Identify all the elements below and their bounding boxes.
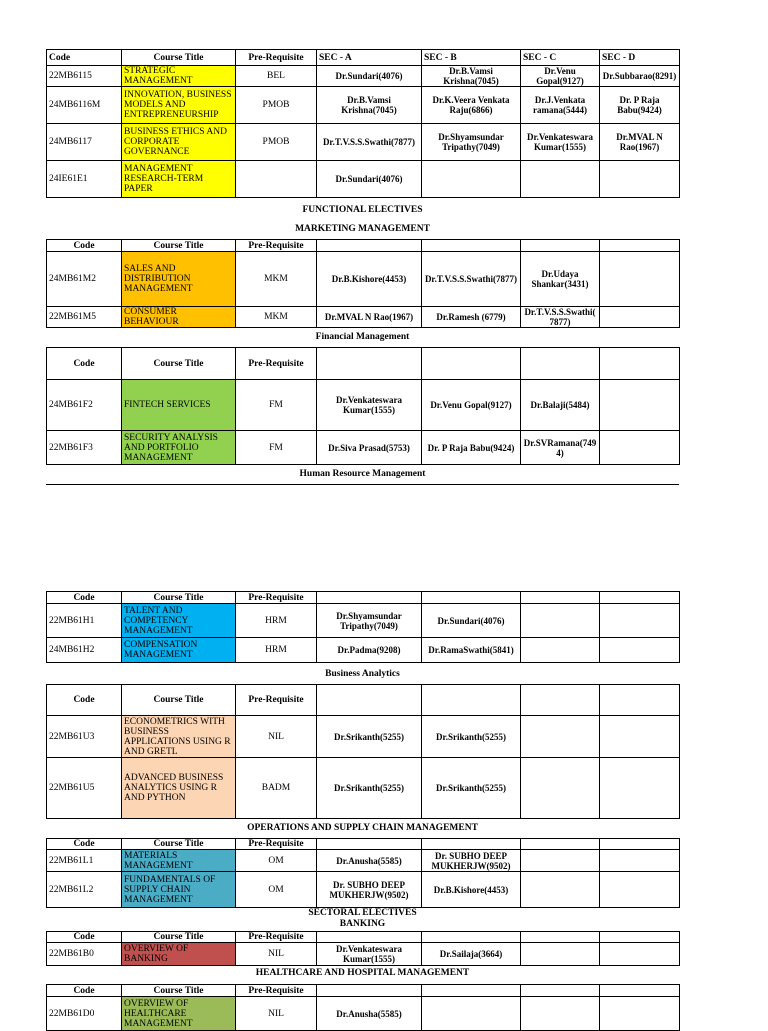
ba-block — [46, 684, 680, 819]
course-title: INNOVATION, BUSINESS MODELS AND ENTREPRENEURSHIP — [122, 87, 236, 124]
table-row — [47, 850, 680, 872]
faculty-sec-a: Dr.B.Vamsi Krishna(7045) — [317, 87, 422, 124]
faculty-sec-a: Dr.Siva Prasad(5753) — [317, 431, 422, 465]
table-header-row — [47, 685, 680, 716]
course-title: OVERVIEW OF HEALTHCARE MANAGEMENT — [122, 997, 236, 1031]
table-row — [47, 431, 680, 465]
header-title: Course Title — [122, 839, 236, 850]
hr-table — [46, 591, 680, 663]
table-row — [47, 872, 680, 908]
header-title: Course Title — [122, 50, 236, 66]
ops-block — [46, 838, 680, 908]
faculty-sec-c: Dr.T.V.S.S.Swathi( 7877) — [521, 307, 600, 328]
faculty-sec-c: Dr.Balaji(5484) — [521, 380, 600, 431]
course-code: 22MB61U5 — [47, 758, 122, 819]
core-courses-block — [46, 49, 680, 198]
course-title: MATERIALS MANAGEMENT — [122, 850, 236, 872]
table-header-row — [47, 932, 680, 943]
table-row — [47, 252, 680, 307]
prerequisite: PMOB — [236, 87, 317, 124]
course-code: 24MB61M2 — [47, 252, 122, 307]
faculty-sec-d — [600, 380, 680, 431]
course-title: SECURITY ANALYSIS AND PORTFOLIO MANAGEMENT — [122, 431, 236, 465]
faculty-sec-d — [600, 307, 680, 328]
faculty-sec-d: Dr. P Raja Babu(9424) — [600, 87, 680, 124]
table-header-row — [47, 240, 680, 252]
course-code: 24MB61H2 — [47, 638, 122, 663]
faculty-sec-d — [600, 604, 680, 638]
prerequisite: HRM — [236, 604, 317, 638]
faculty-sec-b: Dr.Ramesh (6779) — [422, 307, 521, 328]
faculty-sec-b: Dr.Venu Gopal(9127) — [422, 380, 521, 431]
prerequisite: FM — [236, 380, 317, 431]
course-code: 24MB6116M — [47, 87, 122, 124]
header-code: Code — [47, 839, 122, 850]
header-prerequisite: Pre-Requisite — [236, 592, 317, 604]
header-sec-b: SEC - B — [422, 50, 521, 66]
table-header-row — [47, 839, 680, 850]
prerequisite: MKM — [236, 252, 317, 307]
table-row — [47, 604, 680, 638]
faculty-sec-d — [600, 716, 680, 758]
faculty-sec-b: Dr.RamaSwathi(5841) — [422, 638, 521, 663]
course-code: 22MB61B0 — [47, 943, 122, 966]
header-prerequisite: Pre-Requisite — [236, 932, 317, 943]
header-title: Course Title — [122, 685, 236, 716]
header-code: Code — [47, 985, 122, 997]
faculty-sec-a: Dr.B.Kishore(4453) — [317, 252, 422, 307]
faculty-sec-a: Dr. SUBHO DEEP MUKHERJW(9502) — [317, 872, 422, 908]
faculty-sec-c: Dr.Venu Gopal(9127) — [521, 66, 600, 87]
header-title: Course Title — [122, 348, 236, 380]
faculty-sec-c — [521, 638, 600, 663]
header-prerequisite: Pre-Requisite — [236, 240, 317, 252]
faculty-sec-c — [521, 872, 600, 908]
faculty-sec-d — [600, 872, 680, 908]
course-code: 22MB61D0 — [47, 997, 122, 1031]
table-header-row — [47, 348, 680, 380]
prerequisite: BEL — [236, 66, 317, 87]
faculty-sec-c: Dr.J.Venkata ramana(5444) — [521, 87, 600, 124]
course-title: COMPENSATION MANAGEMENT — [122, 638, 236, 663]
prerequisite: NIL — [236, 997, 317, 1031]
prerequisite: NIL — [236, 716, 317, 758]
header-sec-c: SEC - C — [521, 50, 600, 66]
faculty-sec-a: Dr.Anusha(5585) — [317, 850, 422, 872]
prerequisite: OM — [236, 872, 317, 908]
table-row — [47, 716, 680, 758]
header-prerequisite: Pre-Requisite — [236, 985, 317, 997]
faculty-sec-c — [521, 161, 600, 198]
course-code: 22MB6115 — [47, 66, 122, 87]
sectoral-electives-heading: SECTORAL ELECTIVES — [308, 908, 417, 918]
course-title: TALENT AND COMPETENCY MANAGEMENT — [122, 604, 236, 638]
faculty-sec-d: Dr.Subbarao(8291) — [600, 66, 680, 87]
header-code: Code — [47, 592, 122, 604]
header-code: Code — [47, 50, 122, 66]
faculty-sec-d — [600, 252, 680, 307]
financial-heading: Financial Management — [315, 332, 410, 342]
faculty-sec-c: Dr.Venkateswara Kumar(1555) — [521, 124, 600, 161]
faculty-sec-b: Dr.Srikanth(5255) — [422, 716, 521, 758]
header-title: Course Title — [122, 592, 236, 604]
divider — [46, 484, 679, 485]
core-courses-table — [46, 49, 680, 198]
course-code: 22MB61U3 — [47, 716, 122, 758]
header-code: Code — [47, 348, 122, 380]
prerequisite: BADM — [236, 758, 317, 819]
header-code: Code — [47, 240, 122, 252]
faculty-sec-a: Dr.Shyamsundar Tripathy(7049) — [317, 604, 422, 638]
header-title: Course Title — [122, 932, 236, 943]
course-code: 22MB61M5 — [47, 307, 122, 328]
faculty-sec-b: Dr.B.Vamsi Krishna(7045) — [422, 66, 521, 87]
course-title: OVERVIEW OF BANKING — [122, 943, 236, 966]
course-code: 22MB61F3 — [47, 431, 122, 465]
course-title: MANAGEMENT RESEARCH-TERM PAPER — [122, 161, 236, 198]
ops-table — [46, 838, 680, 908]
faculty-sec-d — [600, 997, 680, 1031]
table-row — [47, 161, 680, 198]
course-title: STRATEGIC MANAGEMENT — [122, 66, 236, 87]
course-title: FINTECH SERVICES — [122, 380, 236, 431]
faculty-sec-d — [600, 850, 680, 872]
banking-table — [46, 931, 680, 966]
faculty-sec-b: Dr. P Raja Babu(9424) — [422, 431, 521, 465]
faculty-sec-d: Dr.MVAL N Rao(1967) — [600, 124, 680, 161]
faculty-sec-b: Dr. SUBHO DEEP MUKHERJW(9502) — [422, 850, 521, 872]
faculty-sec-a: Dr.Srikanth(5255) — [317, 758, 422, 819]
table-row — [47, 380, 680, 431]
prerequisite: FM — [236, 431, 317, 465]
prerequisite: HRM — [236, 638, 317, 663]
header-prerequisite: Pre-Requisite — [236, 685, 317, 716]
table-row — [47, 638, 680, 663]
faculty-sec-b: Dr.B.Kishore(4453) — [422, 872, 521, 908]
table-row — [47, 997, 680, 1031]
prerequisite: MKM — [236, 307, 317, 328]
course-code: 22MB61L2 — [47, 872, 122, 908]
faculty-sec-c: Dr.SVRamana(749 4) — [521, 431, 600, 465]
financial-table — [46, 347, 680, 465]
course-title: BUSINESS ETHICS AND CORPORATE GOVERNANCE — [122, 124, 236, 161]
header-title: Course Title — [122, 240, 236, 252]
faculty-sec-d — [600, 638, 680, 663]
header-prerequisite: Pre-Requisite — [236, 50, 317, 66]
table-row — [47, 943, 680, 966]
operations-heading: OPERATIONS AND SUPPLY CHAIN MANAGEMENT — [247, 823, 478, 833]
faculty-sec-b: Dr.Srikanth(5255) — [422, 758, 521, 819]
prerequisite: NIL — [236, 943, 317, 966]
faculty-sec-a: Dr.Sundari(4076) — [317, 161, 422, 198]
faculty-sec-a: Dr.MVAL N Rao(1967) — [317, 307, 422, 328]
table-row — [47, 66, 680, 87]
table-row — [47, 87, 680, 124]
faculty-sec-b — [422, 997, 521, 1031]
prerequisite — [236, 161, 317, 198]
course-title: FUNDAMENTALS OF SUPPLY CHAIN MANAGEMENT — [122, 872, 236, 908]
table-row — [47, 124, 680, 161]
faculty-sec-d — [600, 161, 680, 198]
table-header-row — [47, 985, 680, 997]
faculty-sec-a: Dr.T.V.S.S.Swathi(7877) — [317, 124, 422, 161]
hr-heading: Human Resource Management — [299, 469, 426, 479]
banking-block — [46, 931, 680, 966]
header-title: Course Title — [122, 985, 236, 997]
course-code: 24IE61E1 — [47, 161, 122, 198]
faculty-sec-b: Dr.K.Veera Venkata Raju(6866) — [422, 87, 521, 124]
functional-electives-heading: FUNCTIONAL ELECTIVES — [302, 205, 423, 215]
header-sec-d: SEC - D — [600, 50, 680, 66]
faculty-sec-a: Dr.Sundari(4076) — [317, 66, 422, 87]
faculty-sec-c — [521, 758, 600, 819]
hr-block — [46, 591, 680, 663]
faculty-sec-d — [600, 431, 680, 465]
faculty-sec-c — [521, 850, 600, 872]
faculty-sec-b: Dr.Sundari(4076) — [422, 604, 521, 638]
course-title: CONSUMER BEHAVIOUR — [122, 307, 236, 328]
table-row — [47, 307, 680, 328]
faculty-sec-a: Dr.Srikanth(5255) — [317, 716, 422, 758]
faculty-sec-a: Dr.Venkateswara Kumar(1555) — [317, 380, 422, 431]
financial-block — [46, 347, 680, 465]
faculty-sec-c — [521, 943, 600, 966]
faculty-sec-d — [600, 943, 680, 966]
faculty-sec-b — [422, 161, 521, 198]
healthcare-heading: HEALTHCARE AND HOSPITAL MANAGEMENT — [255, 968, 470, 978]
header-prerequisite: Pre-Requisite — [236, 839, 317, 850]
course-title: ECONOMETRICS WITH BUSINESS APPLICATIONS USING R AND GRETL — [122, 716, 236, 758]
faculty-sec-c — [521, 997, 600, 1031]
ba-table — [46, 684, 680, 819]
banking-heading: BANKING — [339, 919, 386, 929]
faculty-sec-b: Dr.Sailaja(3664) — [422, 943, 521, 966]
marketing-heading: MARKETING MANAGEMENT — [295, 224, 430, 234]
faculty-sec-b: Dr.T.V.S.S.Swathi(7877) — [422, 252, 521, 307]
course-code: 22MB61H1 — [47, 604, 122, 638]
course-title: SALES AND DISTRIBUTION MANAGEMENT — [122, 252, 236, 307]
course-code: 24MB6117 — [47, 124, 122, 161]
header-prerequisite: Pre-Requisite — [236, 348, 317, 380]
course-code: 22MB61L1 — [47, 850, 122, 872]
table-header-row — [47, 592, 680, 604]
faculty-sec-c — [521, 604, 600, 638]
faculty-sec-c: Dr.Udaya Shankar(3431) — [521, 252, 600, 307]
prerequisite: OM — [236, 850, 317, 872]
header-code: Code — [47, 932, 122, 943]
faculty-sec-a: Dr.Padma(9208) — [317, 638, 422, 663]
prerequisite: PMOB — [236, 124, 317, 161]
marketing-table — [46, 239, 680, 328]
course-code: 24MB61F2 — [47, 380, 122, 431]
table-row — [47, 758, 680, 819]
marketing-block — [46, 239, 680, 328]
faculty-sec-c — [521, 716, 600, 758]
business-analytics-heading: Business Analytics — [325, 669, 400, 679]
header-sec-a: SEC - A — [317, 50, 422, 66]
header-code: Code — [47, 685, 122, 716]
faculty-sec-a: Dr.Anusha(5585) — [317, 997, 422, 1031]
table-header-row — [47, 50, 680, 66]
faculty-sec-d — [600, 758, 680, 819]
faculty-sec-a: Dr.Venkateswara Kumar(1555) — [317, 943, 422, 966]
faculty-sec-b: Dr.Shyamsundar Tripathy(7049) — [422, 124, 521, 161]
course-title: ADVANCED BUSINESS ANALYTICS USING R AND PYTHON — [122, 758, 236, 819]
